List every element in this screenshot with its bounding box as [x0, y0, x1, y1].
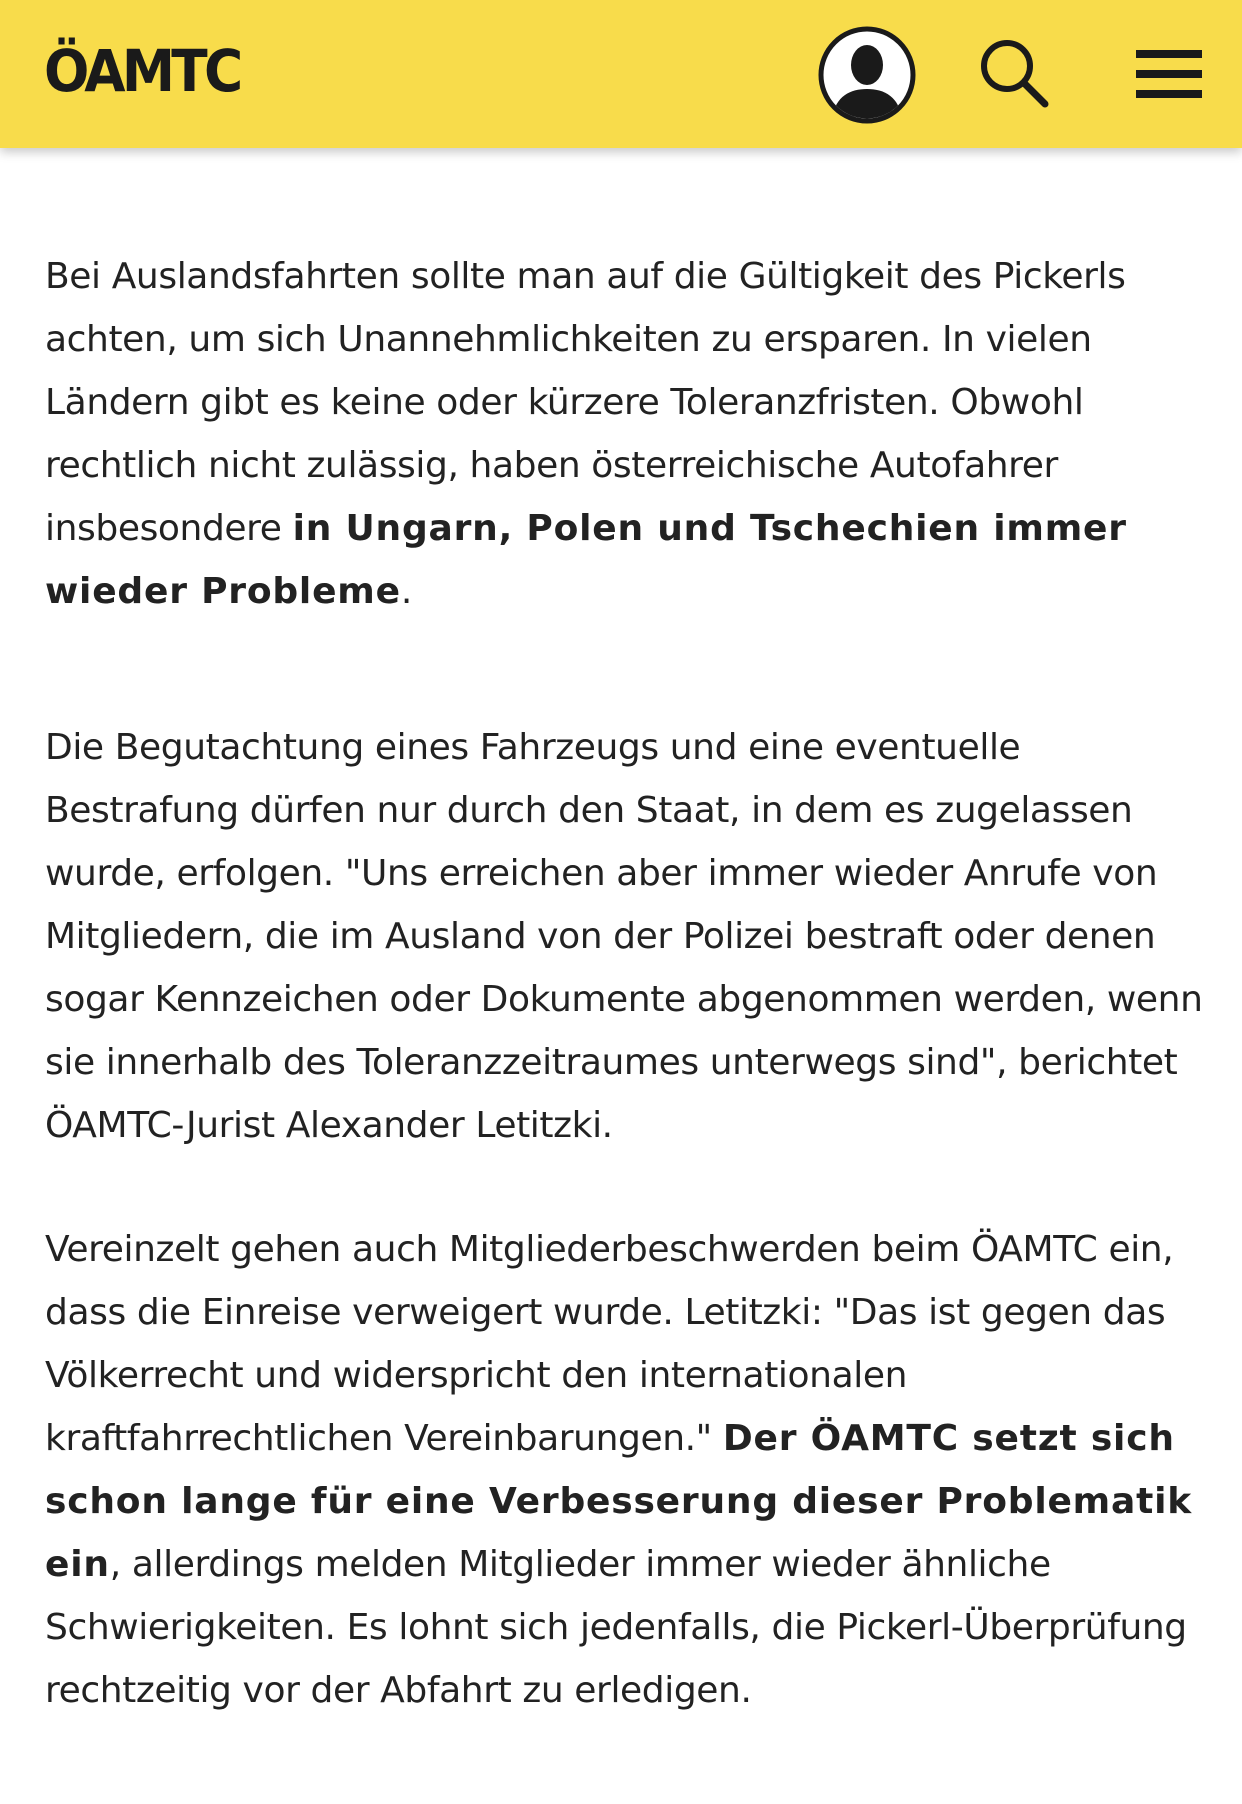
oeamtc-logo[interactable]: ÖAMTC [44, 37, 240, 105]
site-header [0, 0, 1242, 148]
search-button[interactable] [975, 34, 1055, 114]
paragraph-emphasis: in Ungarn, Polen und Tschechien immer wieder Probleme [45, 508, 1127, 612]
menu-button[interactable] [1134, 44, 1204, 104]
article-paragraph-2 [45, 716, 1205, 1157]
article-paragraph-3 [45, 1218, 1205, 1722]
paragraph-text: Die Begutachtung eines Fahrzeugs und eine eventuelle Bestrafung dürfen nur durch den Staat, in dem es zugelassen wurde, erfolgen. "Uns erreichen aber immer wieder Anrufe von Mitgliedern, die im Ausland von der Polizei bestraft oder denen sogar Kennzeichen oder Dokumente abgenommen werden, wenn sie innerhalb des Toleranzzeitraumes unterwegs sind", berichtet ÖAMTC-Jurist Alexander Letitzki. [45, 727, 1203, 1146]
paragraph-text: Bei Auslandsfahrten sollte man auf die Gültigkeit des Pickerls achten, um sich Unannehmlichkeiten zu ersparen. In vielen Ländern gibt es keine oder kürzere Toleranzfristen. Obwohl rechtlich nicht zulässig, haben österreichische Autofahrer insbesondere [45, 256, 1126, 549]
paragraph-text-tail: , allerdings melden Mitglieder immer wieder ähnliche Schwierigkeiten. Es lohnt sich jedenfalls, die Pickerl-Überprüfung rechtzeitig vor der Abfahrt zu erledigen. [45, 1544, 1187, 1711]
article-body [45, 245, 1205, 1722]
account-button[interactable] [817, 25, 917, 125]
hamburger-menu-icon [1134, 44, 1204, 104]
paragraph-text: Vereinzelt gehen auch Mitgliederbeschwerden beim ÖAMTC ein, dass die Einreise verweigert wurde. Letitzki: "Das ist gegen das Völkerrecht und widerspricht den internationalen kraftfahrrechtlichen Vereinbarungen." [45, 1229, 1174, 1459]
search-icon [975, 34, 1055, 114]
user-avatar-icon [817, 25, 917, 125]
article-paragraph-1 [45, 245, 1205, 623]
paragraph-emphasis: Der ÖAMTC setzt sich schon lange für eine Verbesserung dieser Problematik ein [45, 1418, 1192, 1585]
paragraph-text-tail: . [400, 571, 412, 612]
